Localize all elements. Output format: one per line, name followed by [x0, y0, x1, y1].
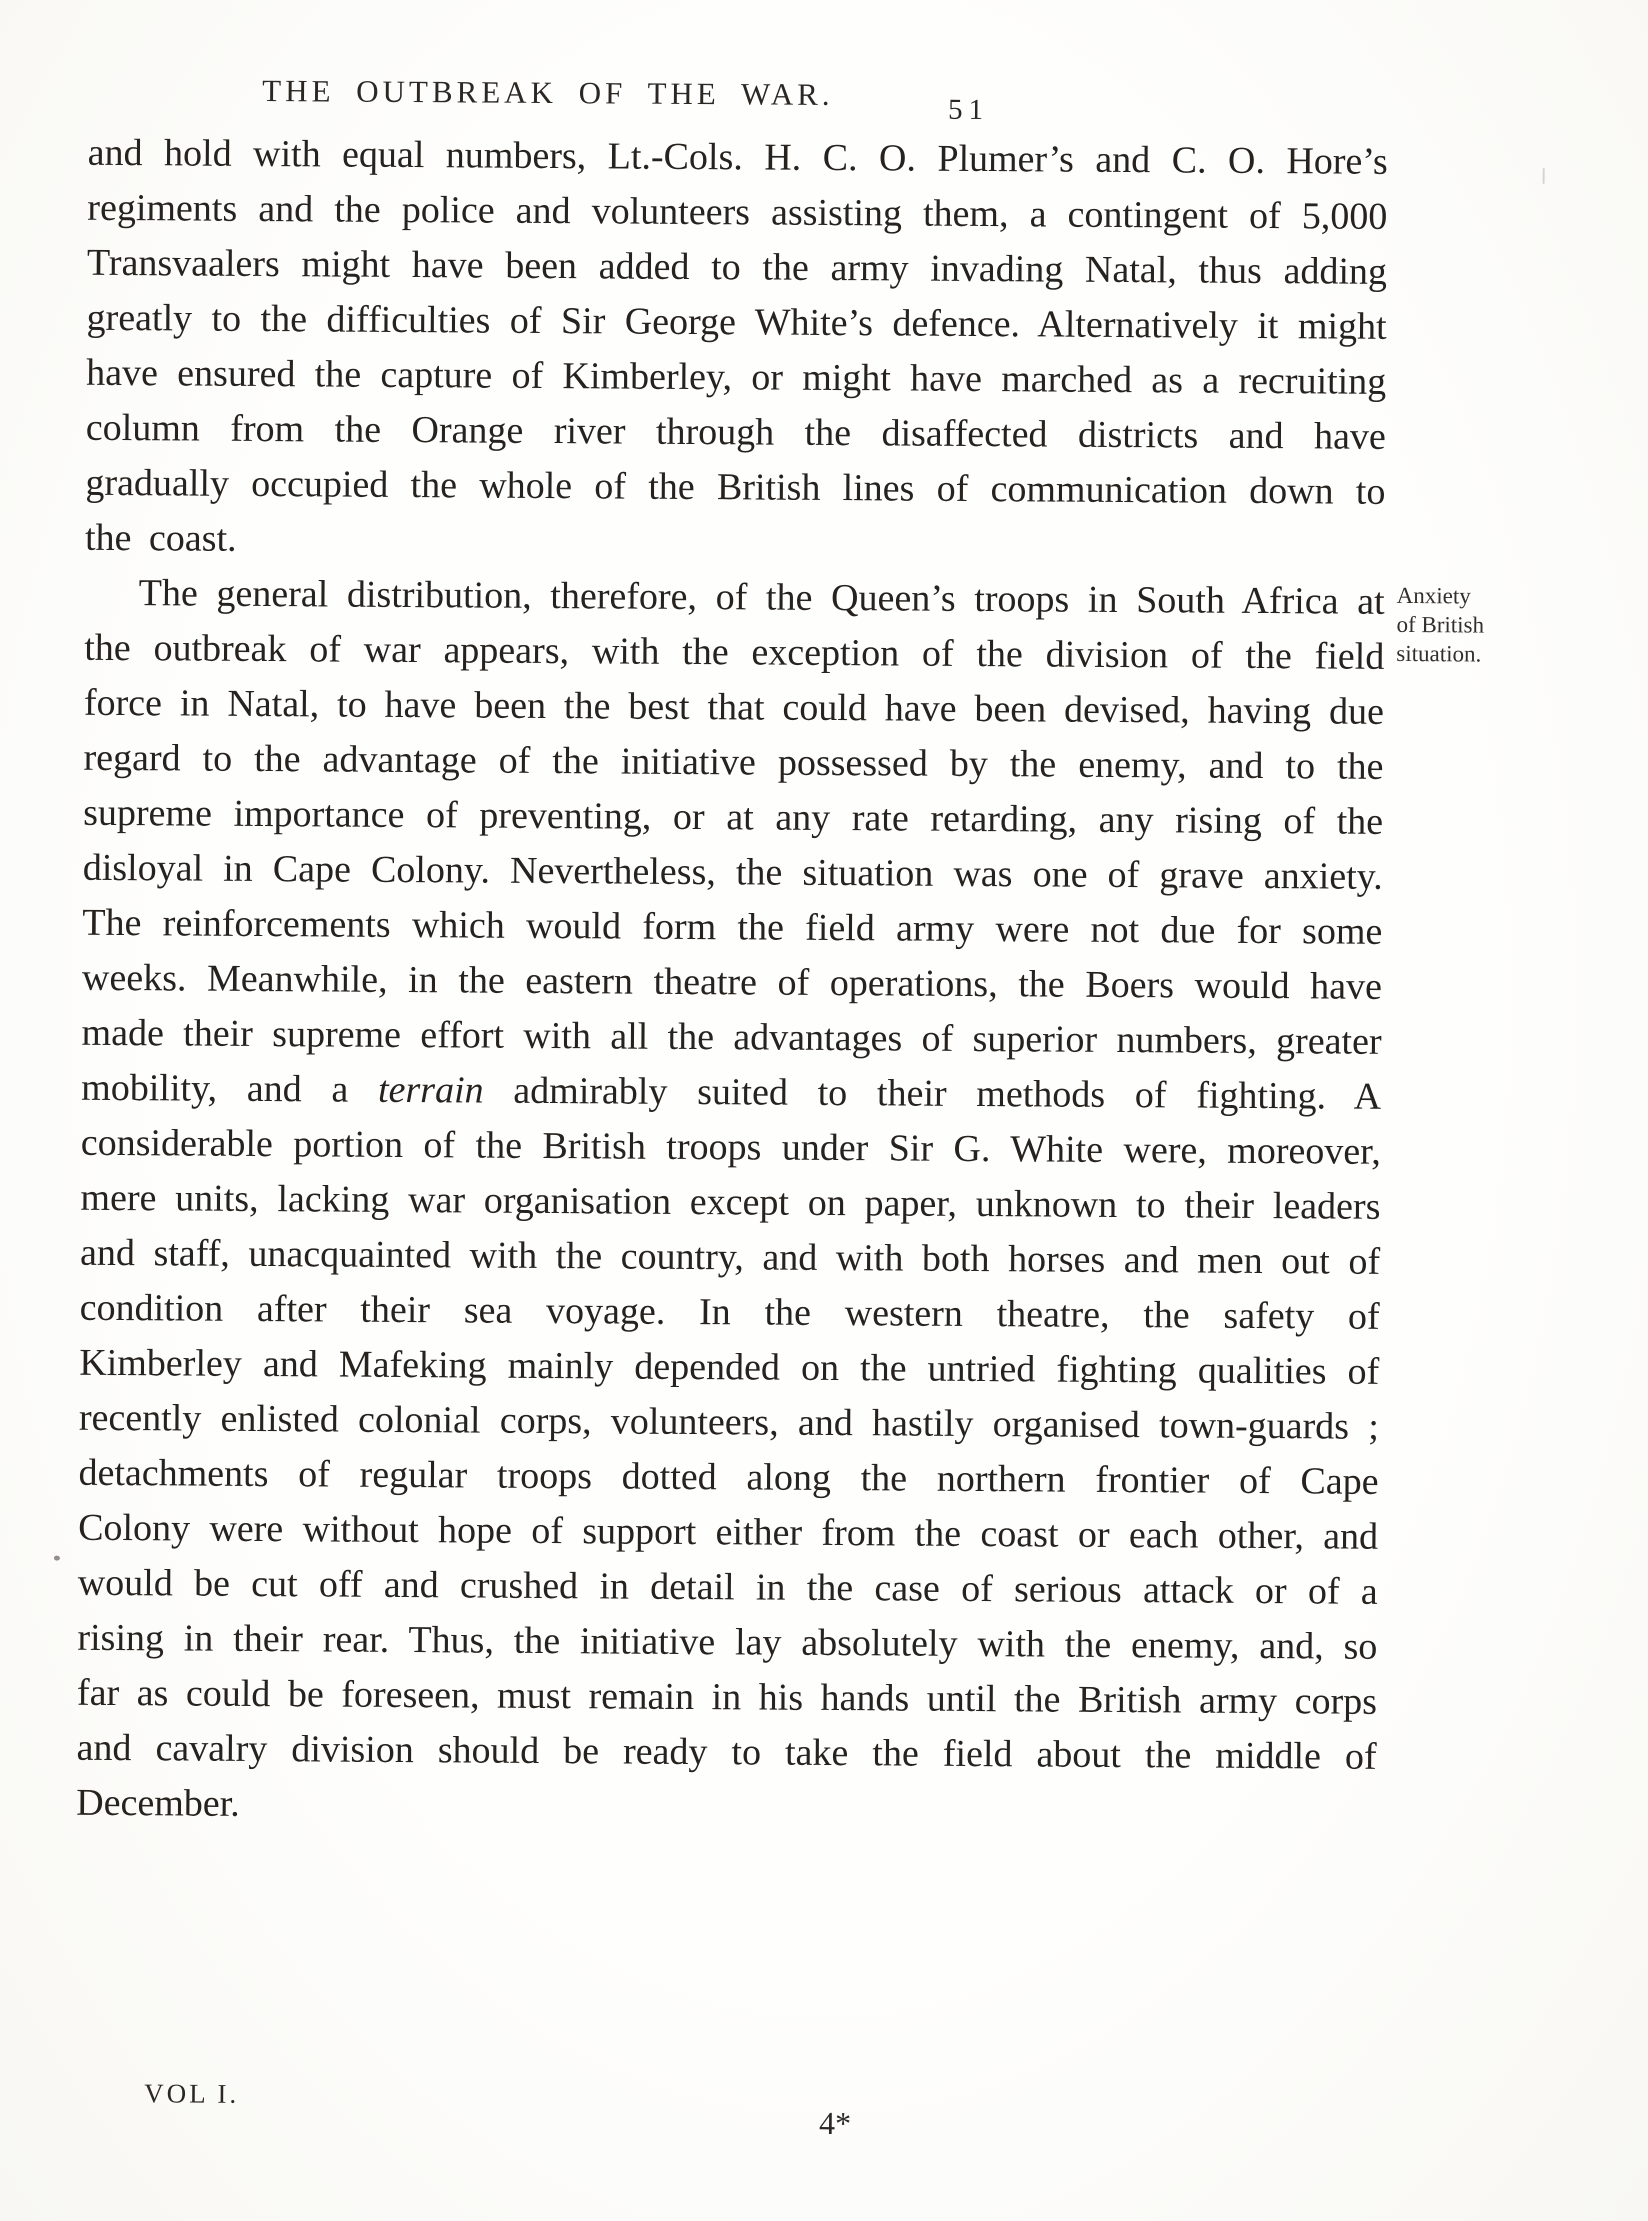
paragraph-text: The general distribution, therefore, of the Queen’s troops in South Africa at the outbreak of war appears, with the exception of the division of the field force in Natal, to have been the best that could have been devised, having due regard to the advantage of the initiative possessed by the enemy, and to the supreme importance of preventing, or at any rate retarding, any rising of the disloyal in Cape Colony. Nevertheless, the situation was one of grave anxiety. The reinforcements which would form the field army were not due for some weeks. Meanwhile, in the eastern theatre of operations, the Boers would have made their supreme effort with all the advantages of superior numbers, greater mobility, and a [81, 572, 1385, 1111]
italic-term: terrain [377, 1068, 484, 1112]
text-block [76, 126, 1485, 1840]
scan-speck [1543, 168, 1545, 184]
scan-speck [54, 1556, 60, 1561]
paragraph-general-distribution [76, 566, 1485, 1840]
volume-label: VOL I. [144, 2078, 240, 2109]
page-number: 51 [947, 93, 990, 127]
paragraph-text: admirably suited to their methods of fighting. A considerable portion of the British troops under Sir G. White were, moreover, mere units, lacking war organisation except on paper, unknown to their leaders and staff, unacquainted with the country, and with both horses and men out of condition after their sea voyage. In the western theatre, the safety of Kimberley and Mafeking mainly depended on the untried fighting qualities of recently enlisted colonial corps, volunteers, and hastily organised town-guards ; detachments of regular troops dotted along the northern frontier of Cape Colony were without hope of support either from the coast or each other, and would be cut off and crushed in detail in the case of serious attack or of a rising in their rear. Thus, the initiative lay absolutely with the enemy, and, so far as could be foreseen, must remain in his hands until the British army corps and cavalry division should be ready to take the field about the middle of December. [76, 1069, 1382, 1825]
running-title: THE OUTBREAK OF THE WAR. [262, 72, 834, 112]
paragraph-continuation [85, 126, 1388, 575]
signature-mark: 4* [818, 2104, 852, 2142]
paragraph-text: and hold with equal numbers, Lt.-Cols. H. C. O. Plumer’s and C. O. Hore’s regiments and the police and volunteers assisting them, a contingent of 5,000 Transvaalers might have been added to the army invading Natal, thus adding greatly to the difficulties of Sir George White’s defence. Alternatively it might have ensured the capture of Kimberley, or might have marched as a recruiting column from the Orange river through the disaffected districts and have gradually occupied the whole of the British lines of communication down to the coast. [84, 131, 1388, 560]
page-header [0, 0, 1648, 141]
margin-note: Anxiety of British situation. [1396, 582, 1485, 667]
